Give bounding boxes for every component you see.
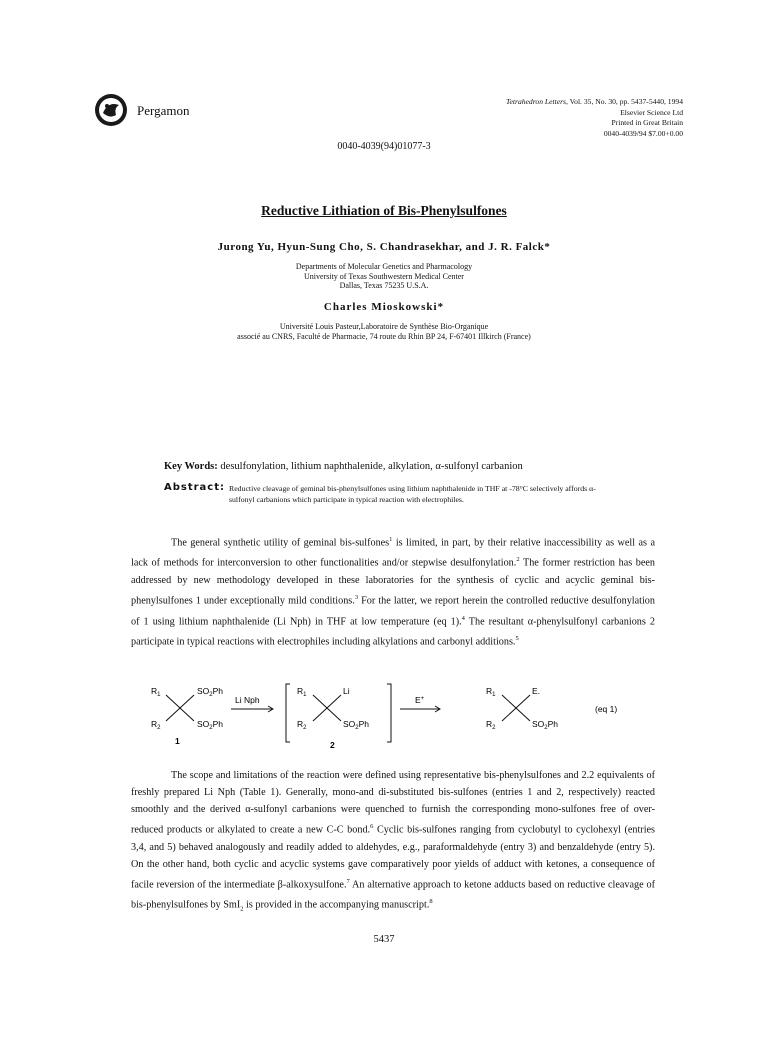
printed-line: Printed in Great Britain [611, 118, 683, 128]
body-paragraph-2: The scope and limitations of the reaction were defined using representative bis-phenylsulfones and 2.2 equivalents of freshly prepared Li Nph (Table 1). Generally, mono-and di-substituted bis-sulfones (entries 1 and 2, respectively) reacted smoothly and the derived α-sulfonyl carbanions were quenched to furnish the corresponding mono-sulfones free of over-reduced products or alkylated to create a new C-C bond.$^6$ Cyclic bis-sulfones ranging from cyclobutyl to cyclohexyl (entries 3,4, and 5) behaved analogously and readily added to aldehydes, e.g., paraformaldehyde (entry 3) and benzaldehyde (entry 5). On the other hand, both cyclic and acyclic systems gave comparatively poor yields of adduct with ketones, a consequence of facile reversion of the intermediate β-alkoxysulfone.$^7$ An alternative approach to ketone adducts based on reductive cleavage of bis-phenylsulfones by SmI$_2$ is provided in the accompanying manuscript.$^8$ [131, 770, 656, 913]
page-number: 5437 [373, 934, 395, 945]
reaction-scheme [150, 682, 630, 759]
reference-1: 1 [389, 536, 393, 543]
affiliation-2 [0, 322, 768, 342]
article-title: Reductive Lithiation of Bis-Phenylsulfones [261, 203, 507, 218]
reference-2: 2 [516, 556, 520, 564]
authors: Jurong Yu, Hyun-Sung Cho, S. Chandrasekhar, and J. R. Falck* [217, 241, 551, 253]
journal-title: Tetrahedron Letters [506, 97, 566, 106]
reagent-label: Li Nph [235, 695, 260, 705]
li-label: Li [343, 686, 350, 696]
publisher-name: Pergamon [137, 103, 190, 118]
publisher-logo [94, 93, 128, 127]
equation-label: (eq 1) [595, 704, 618, 714]
reference-7: 7 [346, 877, 350, 885]
reference-8: 8 [429, 898, 433, 906]
r1-label: $R_1$ [297, 686, 307, 698]
journal-info [506, 97, 683, 139]
keywords-label: Key Words: [164, 461, 218, 472]
affiliation-2-line-1: Université Louis Pasteur,Laboratoire de Synthèse Bio-Organique [279, 322, 489, 331]
reaction-arrow-2 [400, 695, 440, 712]
affiliation-1-line-2: University of Texas Southwestern Medical Center [304, 271, 464, 281]
intermediate-2-structure [286, 684, 391, 750]
citation-text: , Vol. 35, No. 30, pp. 5437-5440, 1994 [565, 97, 683, 106]
so2ph-label: $SO_2Ph$ [197, 686, 224, 698]
reaction-arrow-1 [231, 695, 273, 712]
compound-1-structure [151, 686, 223, 746]
so2ph-label: $SO_2Ph$ [532, 719, 559, 731]
keywords-text: desulfonylation, lithium naphthalenide, alkylation, α-sulfonyl carbanion [220, 461, 523, 472]
r1-label: $R_1$ [486, 686, 496, 698]
affiliation-1 [0, 262, 768, 291]
so2ph-label: $SO_2Ph$ [343, 719, 370, 731]
r2-label: $R_2$ [151, 719, 161, 731]
reference-5: 5 [515, 635, 519, 643]
price-line: 0040-4039/94 $7.00+0.00 [603, 128, 683, 138]
keywords [164, 461, 523, 472]
compound-2-label: 2 [330, 740, 335, 750]
publisher-line: Elsevier Science Ltd [620, 107, 683, 117]
compound-1-label: 1 [175, 736, 180, 746]
journal-citation [506, 97, 683, 108]
reference-3: 3 [354, 594, 359, 602]
r2-label: $R_2$ [486, 719, 496, 731]
doi: 0040-4039(94)01077-3 [337, 141, 431, 152]
abstract-text: Reductive cleavage of geminal bis-phenylsulfones using lithium naphthalenide in THF at -78°C selectively affords α-sulfonyl carbanions which participate in typical reaction with electrophiles. [229, 484, 596, 504]
electrophile-label: E+ [415, 695, 425, 705]
r1-label: $R_1$ [151, 686, 161, 698]
electrophile-group-label: E. [532, 686, 541, 696]
so2ph-label: $SO_2Ph$ [197, 719, 224, 731]
subscript: 2 [240, 905, 244, 913]
abstract-label: Abstract: [164, 482, 226, 493]
reference-4: 4 [461, 614, 465, 622]
affiliation-1-line-1: Departments of Molecular Genetics and Pharmacology [295, 262, 473, 271]
reference-6: 6 [370, 823, 374, 831]
product-structure [486, 686, 558, 731]
r2-label: $R_2$ [297, 719, 307, 731]
affiliation-1-line-3: Dallas, Texas 75235 U.S.A. [339, 281, 429, 290]
affiliation-2-line-2: associé au CNRS, Faculté de Pharmacie, 74 route du Rhin BP 24, F-67401 Illkirch (France) [237, 332, 531, 341]
second-author: Charles Mioskowski* [323, 301, 445, 313]
body-paragraph-1: The general synthetic utility of geminal bis-sulfones$^1$ is limited, in part, by their relative inaccessibility as well as a lack of methods for interconversion to other functionalities and/or stepwise desulfonylation.$^2$ The former restriction has been addressed by new methodology developed in these laboratories for the synthesis of cyclic and acyclic geminal bis-phenylsulfones 1 under exceptionally mild conditions.$^3$ For the latter, we report herein the controlled reductive desulfonylation of 1 using lithium naphthalenide (Li Nph) in THF at low temperature (eq 1).$^4$ The resultant α-phenylsulfonyl carbanions 2 participate in typical reactions with electrophiles including alkylations and carbonyl additions.$^5$ [131, 536, 655, 648]
